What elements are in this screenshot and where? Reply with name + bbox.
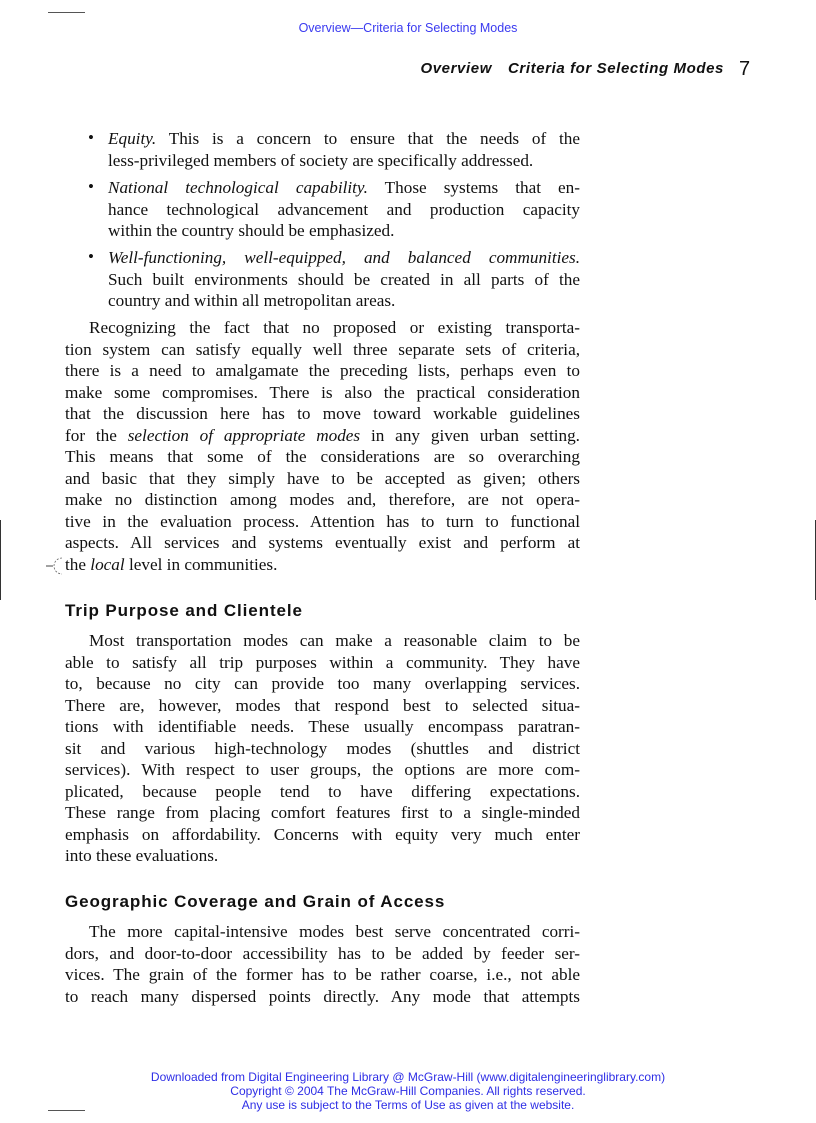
italic-text: Equity. [108, 129, 157, 148]
footer [0, 1070, 816, 1112]
footer-copyright: Copyright © 2004 The McGraw-Hill Companies. All rights reserved. [230, 1084, 586, 1098]
text-run: there is a need to amalgamate the preceding lists, perhaps even to [65, 361, 580, 380]
paragraph-line [65, 716, 580, 738]
text-run: for the [65, 425, 128, 445]
paragraph-line [89, 630, 580, 652]
text-run: hance technological advancement and production capacity [108, 199, 580, 219]
left-edge-bar [0, 520, 1, 600]
bullet-line [108, 199, 580, 221]
text-run: in any given urban setting. [360, 425, 580, 445]
text-run: emphasis on affordability. Concerns with equity very much enter [65, 824, 580, 844]
text-run: Such built environments should be created in all parts of the [108, 269, 580, 289]
text-run: vices. The grain of the former has to be rather coarse, i.e., not able [65, 965, 580, 984]
section-heading: Geographic Coverage and Grain of Access [65, 892, 446, 911]
text-run: make some compromises. There is also the practical consideration [65, 382, 580, 402]
text-run: aspects. All services and systems eventually exist and perform at [65, 533, 580, 552]
text-run: to reach many dispersed points directly. Any mode that attempts [65, 986, 580, 1006]
paragraph-line [65, 845, 580, 867]
crop-mark-top [48, 12, 85, 13]
paragraph-line [65, 964, 580, 986]
text-run: that the discussion here has to move toward workable guidelines [65, 404, 580, 423]
text-run: The more capital-intensive modes best serve concentrated corri- [89, 922, 580, 941]
paragraph-line [65, 403, 580, 425]
text-run: This means that some of the considerations are so overarching [65, 447, 580, 466]
bullet-line [108, 150, 580, 172]
running-head [404, 60, 724, 77]
bullet-line [108, 247, 580, 269]
paragraph-line [65, 759, 580, 781]
top-note-link[interactable]: Overview—Criteria for Selecting Modes [298, 21, 518, 35]
text-run: sit and various high-technology modes (shuttles and district [65, 738, 580, 758]
text-run: plicated, because people tend to have differing expectations. [65, 781, 580, 801]
text-run: tions with identifiable needs. These usually encompass paratran- [65, 717, 580, 736]
paragraph-line [65, 339, 580, 361]
text-run: There are, however, modes that respond best to selected situa- [65, 695, 580, 715]
italic-text: Well-functioning, well-equipped, and balanced communities. [108, 248, 580, 267]
text-run: able to satisfy all trip purposes within a community. They have [65, 652, 580, 672]
text-run: Most transportation modes can make a reasonable claim to be [89, 631, 580, 650]
bullet-line [108, 269, 580, 291]
text-run: into these evaluations. [65, 846, 219, 865]
text-run: tion system can satisfy equally well three separate sets of criteria, [65, 339, 580, 359]
running-head-section: Overview [420, 60, 492, 77]
text-run: Recognizing the fact that no proposed or existing transporta- [89, 318, 580, 337]
text-run: Those systems that en- [367, 178, 580, 197]
paragraph-line [65, 781, 580, 803]
paragraph-line [65, 446, 580, 468]
text-run: services). With respect to user groups, the options are more com- [65, 760, 580, 779]
paragraph-line [65, 425, 580, 447]
paragraph-line [65, 532, 580, 554]
paragraph-line [89, 317, 580, 339]
text-run: dors, and door-to-door accessibility has to be added by feeder ser- [65, 943, 580, 963]
italic-text: National technological capability. [108, 178, 368, 197]
paragraph-line [65, 695, 580, 717]
paragraph-line [65, 511, 580, 533]
text-run: within the country should be emphasized. [108, 221, 395, 240]
italic-text: selection of appropriate modes [127, 425, 361, 445]
paragraph-line [65, 382, 580, 404]
bullet-icon: • [88, 247, 94, 266]
paragraph-line [65, 986, 580, 1008]
text-run: This is a concern to ensure that the needs of the [156, 129, 580, 148]
text-run: These range from placing comfort features first to a single-minded [65, 803, 580, 822]
footer-download-link[interactable]: Downloaded from Digital Engineering Library @ McGraw-Hill (www.digitalengineeringlibrary.com) [150, 1070, 666, 1084]
paragraph-line [65, 943, 580, 965]
paragraph-line [65, 489, 580, 511]
bullet-icon: • [88, 128, 94, 147]
text-run: tive in the evaluation process. Attention has to turn to functional [65, 511, 580, 531]
paragraph-line [89, 921, 580, 943]
text-run: level in communities. [124, 554, 278, 574]
italic-text: local [90, 554, 125, 574]
section-heading: Trip Purpose and Clientele [65, 601, 303, 620]
bullet-icon: • [88, 177, 94, 196]
bullet-line [108, 177, 580, 199]
text-run: the [65, 554, 91, 574]
paragraph-line [65, 652, 580, 674]
text-run: country and within all metropolitan areas. [108, 291, 396, 310]
bullet-line [108, 128, 580, 150]
bullet-line [108, 290, 580, 312]
bullet-line [108, 220, 580, 242]
running-head-title: Criteria for Selecting Modes [507, 60, 724, 77]
text-run: to, because no city can provide too many overlapping services. [65, 674, 580, 693]
text-run: less-privileged members of society are specifically addressed. [108, 150, 534, 170]
paragraph-line [65, 468, 580, 490]
footer-terms: Any use is subject to the Terms of Use as given at the website. [241, 1098, 575, 1112]
paragraph-line [65, 738, 580, 760]
page-number: 7 [739, 58, 751, 80]
margin-annotation-mark [44, 555, 64, 577]
paragraph-line [65, 673, 580, 695]
paragraph-line [65, 554, 580, 576]
paragraph-line [65, 360, 580, 382]
paragraph-line [65, 802, 580, 824]
text-run: make no distinction among modes and, therefore, are not opera- [65, 490, 580, 509]
text-run: and basic that they simply have to be accepted as given; others [65, 468, 580, 488]
paragraph-line [65, 824, 580, 846]
